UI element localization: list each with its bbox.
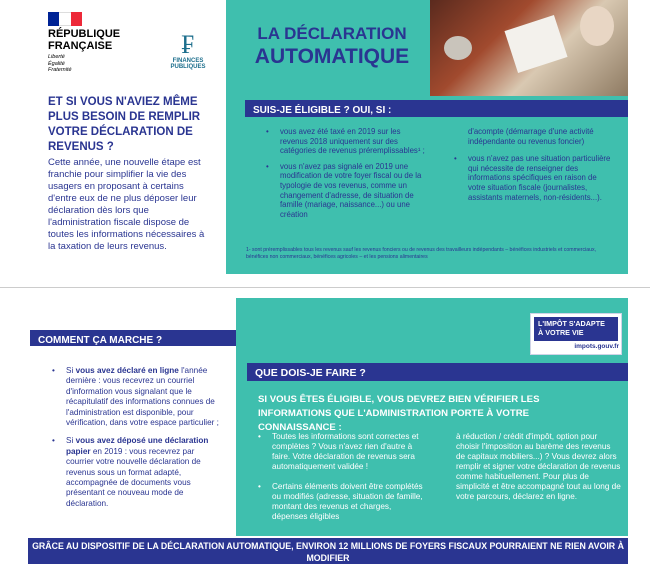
what-column-1	[258, 432, 428, 528]
eligibility-footnote: 1- sont préremplissables tous les revenus sauf les revenus fonciers ou de revenus des travailleurs indépendants – bénéfices industriels et commerciaux, bénéfices non commerciaux, bénéfices agricoles – et les pensions alimentaires	[246, 247, 597, 260]
eligibility-heading: SUIS-JE ÉLIGIBLE ? OUI, SI :	[253, 105, 392, 116]
intro-heading: ET SI VOUS N'AVIEZ MÊME PLUS BESOIN DE REMPLIR VOTRE DÉCLARATION DE REVENUS ?	[48, 96, 201, 153]
section-divider	[0, 287, 650, 288]
list-item: • Certains éléments doivent être complétés ou modifiés (adresse, situation de famille, montant des revenus et charges, dépenses éligibles	[258, 482, 428, 522]
impots-gouv-logo: L'IMPÔT S'ADAPTE À VOTRE VIE impots.gouv.fr	[530, 313, 622, 355]
eligible-instruction: SI VOUS ÊTES ÉLIGIBLE, VOUS DEVREZ BIEN VÉRIFIER LES INFORMATIONS QUE L'ADMINISTRATION PORTE À VOTRE CONNAISSANCE :	[258, 394, 540, 433]
intro-body: Cette année, une nouvelle étape est franchie pour simplifier la vie des usagers en proposant à certains d'entre eux de ne plus déposer leur déclaration dès lors que l'administration fiscale dispose de toutes les informations nécessaires à la taxation de leurs revenus.	[48, 157, 205, 252]
list-item: • vous avez été taxé en 2019 sur les revenus 2018 uniquement sur des catégories de revenus préremplissables¹ ;	[266, 127, 426, 156]
bottom-banner: GRÂCE AU DISPOSITIF DE LA DÉCLARATION AUTOMATIQUE, ENVIRON 12 MILLIONS DE FOYERS FISCAUX POURRAIENT NE RIEN AVOIR À MODIFIER ET DONC NE PLUS AVOIR À DÉPOSER LEUR DÉCLARATION CETTE ANNÉE	[28, 538, 628, 564]
list-item: • Si vous avez déclaré en ligne l'année dernière : vous recevrez un courriel d'information vous signalant que le récapitulatif des informations connues de l'administration est disponible, pour vérification, dans votre espace particulier ;	[52, 366, 224, 428]
eligibility-heading-bar	[245, 100, 628, 117]
teapot-shape	[444, 36, 472, 60]
declaration-title: LA DÉCLARATION AUTOMATIQUE	[254, 24, 410, 68]
french-flag-icon	[48, 12, 82, 26]
list-item: • vous n'avez pas une situation particulière qui nécessite de renseigner des informations spécifiques en raison de votre situation fiscale (journalistes, assistants maternels, non-résidents...).	[454, 154, 612, 202]
eligibility-column-1	[266, 127, 426, 225]
woman-face-shape	[580, 6, 614, 46]
paper-document-shape	[504, 15, 567, 73]
republique-title: RÉPUBLIQUE FRANÇAISE	[48, 28, 121, 52]
republique-francaise-logo	[48, 12, 138, 74]
what-heading-bar	[247, 363, 628, 381]
finances-publiques-emblem-icon: ₣	[181, 30, 195, 59]
list-item: • Toutes les informations sont correctes et complètes ? Vous n'avez rien d'autre à faire. Votre déclaration de revenus sera automatiquement validée !	[258, 432, 428, 472]
how-heading: COMMENT ÇA MARCHE ?	[38, 335, 163, 346]
republic-motto: Liberté Égalité Fraternité	[48, 54, 72, 73]
finances-publiques-logo: ₣ FINANCES PUBLIQUES	[158, 32, 218, 70]
list-item-continuation: d'acompte (démarrage d'une activité indépendante ou revenus foncier)	[468, 127, 594, 146]
how-list	[52, 366, 224, 517]
impots-url: impots.gouv.fr	[574, 343, 619, 350]
elderly-woman-photo	[430, 0, 628, 96]
what-column-2: à réduction / crédit d'impôt, option pour choisir l'imposition au barème des revenus de capitaux mobiliers...) ? Vous devrez alors remplir et signer votre déclaration de revenus comme habituellement. Pour plus de simplicité et être accompagné tout au long de votre parcours, déclarez en ligne.	[456, 432, 621, 501]
what-heading: QUE DOIS-JE FAIRE ?	[255, 367, 366, 379]
list-item: • Si vous avez déposé une déclaration papier en 2019 : vous recevrez par courrier votre nouvelle déclaration de revenus sous un format adapté, accompagnée de documents vous présentant ce nouveau mode de déclaration.	[52, 436, 224, 509]
how-heading-bar	[30, 330, 246, 346]
eligibility-column-2	[454, 127, 612, 208]
list-item: • vous n'avez pas signalé en 2019 une modification de votre foyer fiscal ou de la typologie de vos revenus, comme un changement d'adresse, de situation de famille (mariage, naissance...) ou une création	[266, 162, 426, 220]
